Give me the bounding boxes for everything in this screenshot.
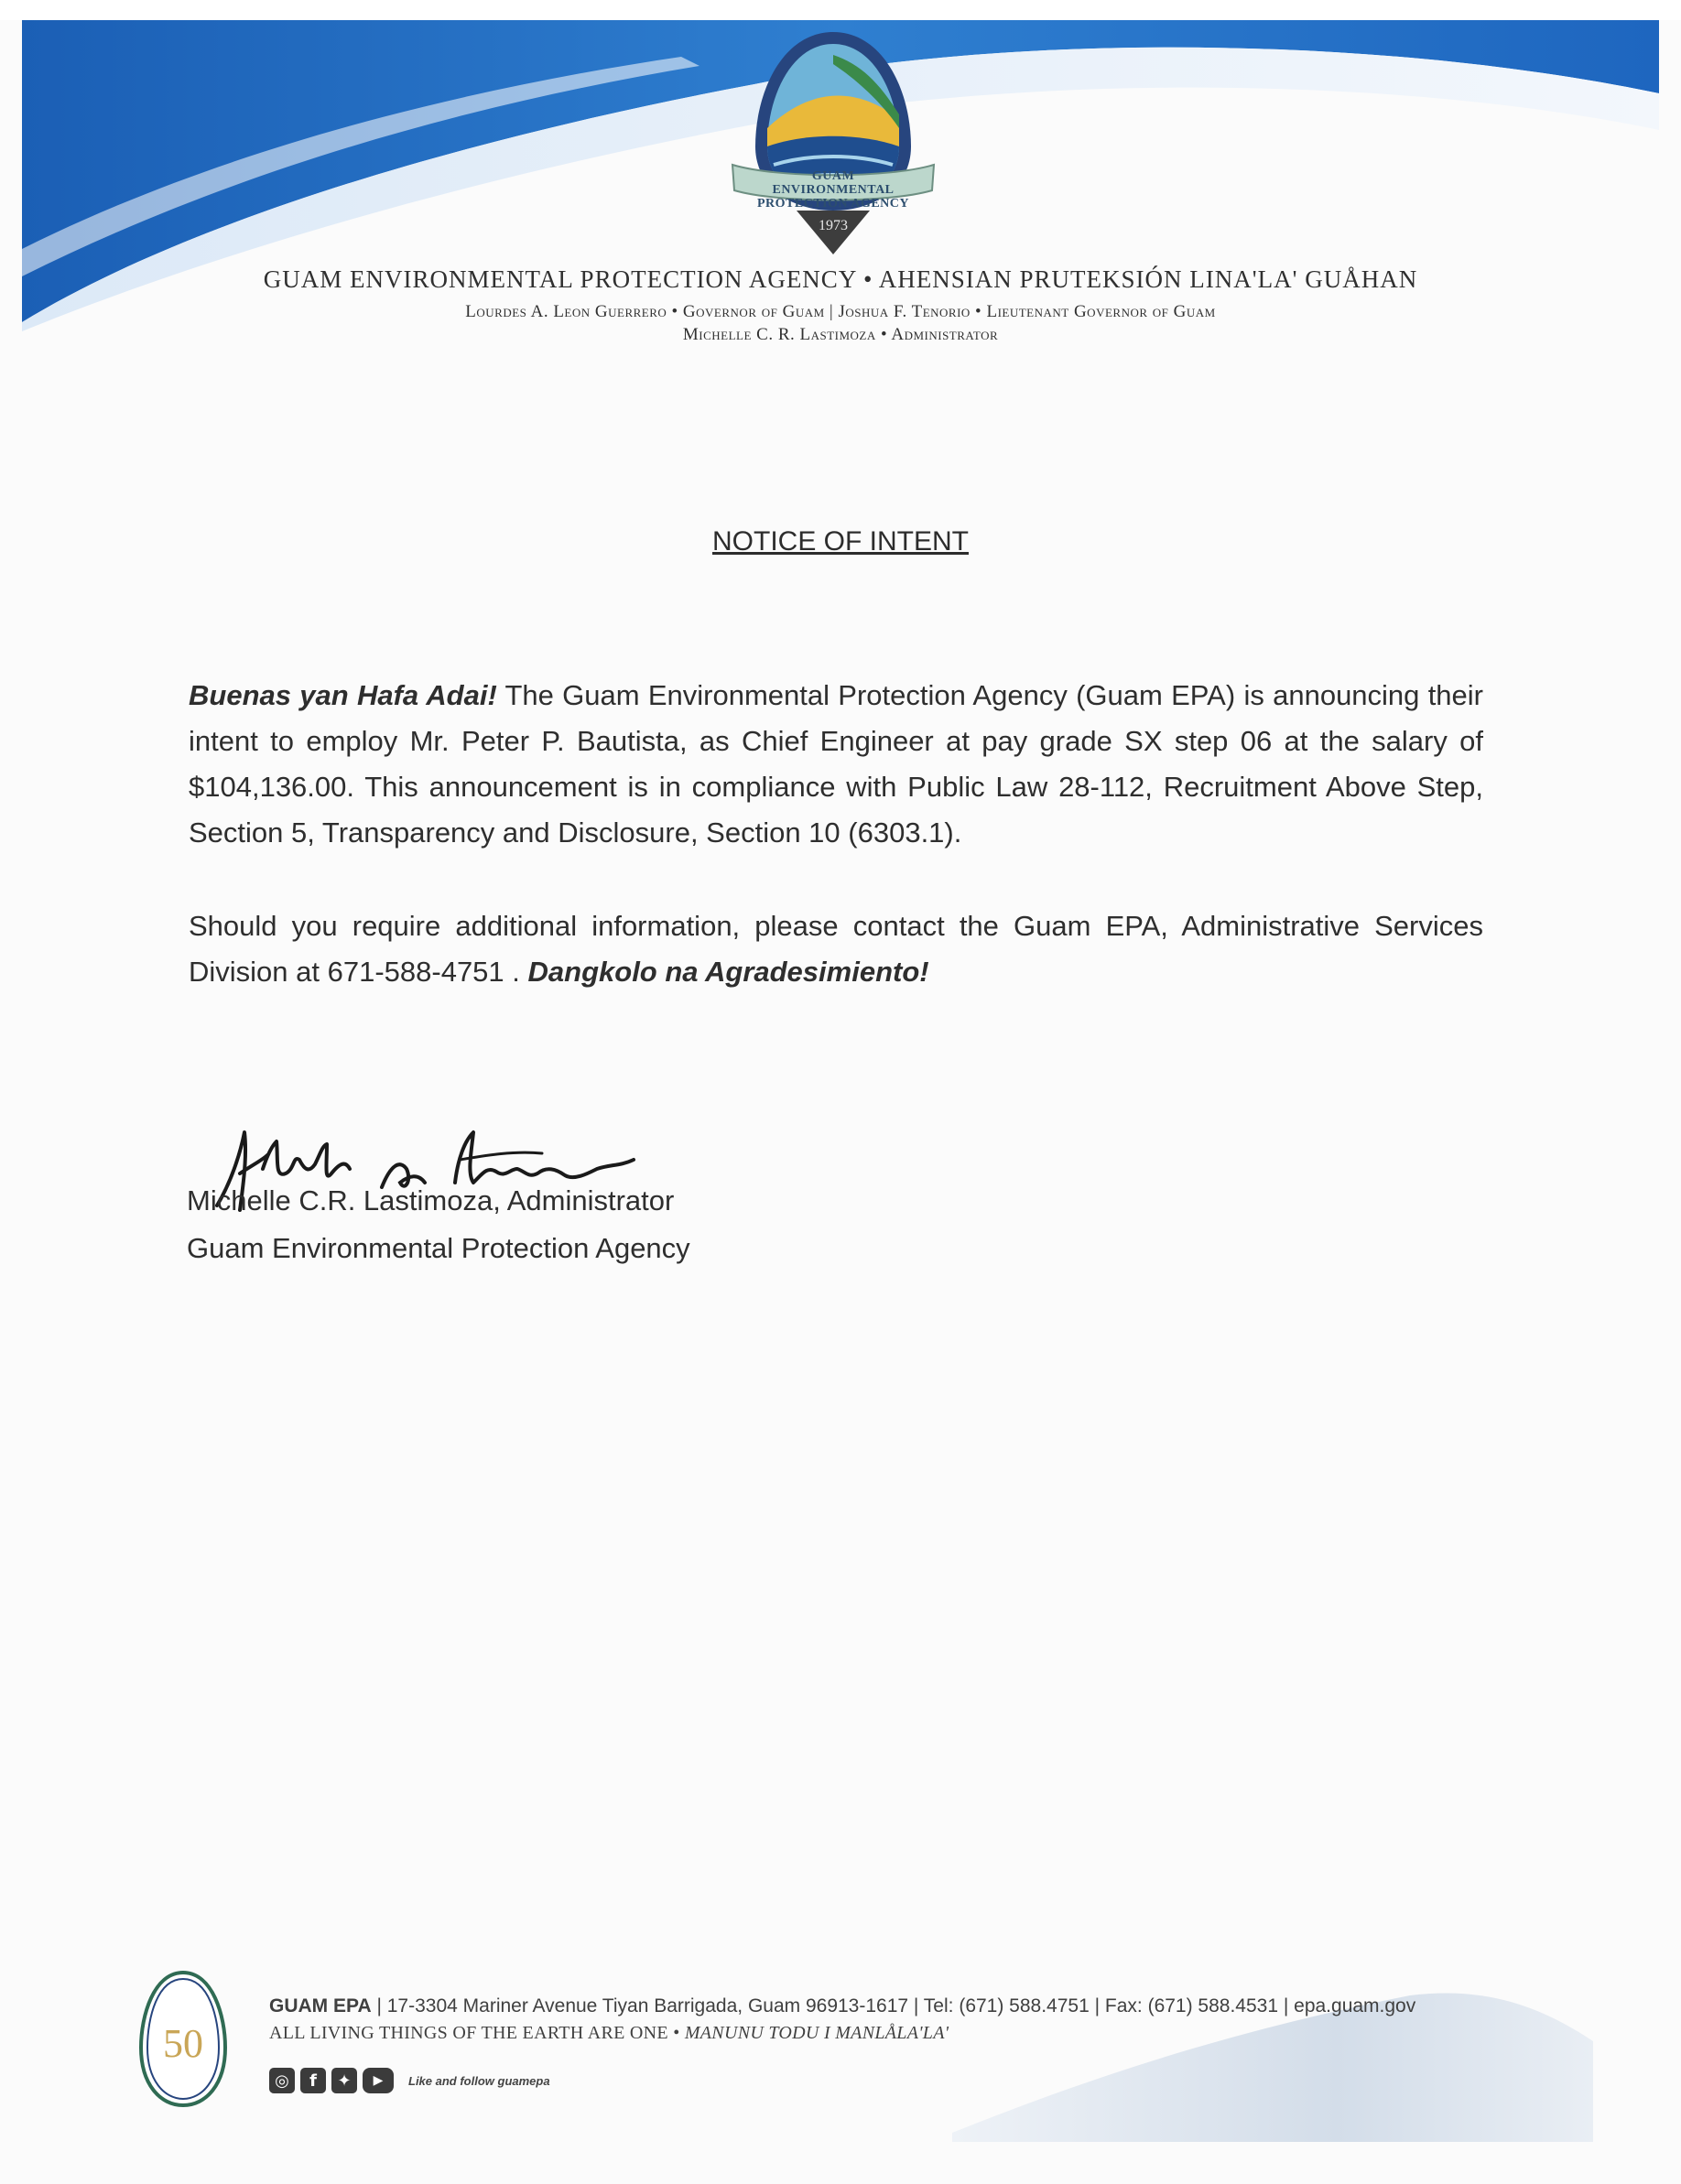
youtube-icon[interactable]: ▶ (363, 2068, 394, 2093)
signatory-organization: Guam Environmental Protection Agency (187, 1232, 690, 1264)
social-links (269, 2067, 550, 2094)
document-title: NOTICE OF INTENT (712, 526, 969, 557)
footer-org-name: GUAM EPA (269, 1995, 372, 2016)
administrator-line: Michelle C. R. Lastimoza • Administrator (682, 325, 999, 344)
notice-body: The Guam Environmental Protection Agency (Guam EPA) is announcing their intent to employ Mr. Peter P. Bautista, as Chief Engineer at pay grade SX step 06 at the salary of $104,136.00. This announcement is in compliance with Public Law 28-112, Recruitment Above Step, Section 5, Transparency and Disclosure, Section 10 (6303.1). (189, 679, 1483, 849)
contact-body: Should you require additional information, please contact the Guam EPA, Administrative Services Division at 671-588-4751 . (189, 910, 1483, 988)
footer-motto: ALL LIVING THINGS OF THE EARTH ARE ONE • (269, 2023, 685, 2043)
seal-banner-text: GUAM ENVIRONMENTAL PROTECTION AGENCY (756, 169, 910, 211)
facebook-icon[interactable]: f (300, 2068, 326, 2093)
closing-phrase: Dangkolo na Agradesimiento! (527, 956, 929, 988)
seal-year: 1973 (819, 218, 848, 233)
footer-motto-chamorro: MANUNU TODU I MANLÅLA'LA' (684, 2023, 949, 2043)
footer-address: | 17-3304 Mariner Avenue Tiyan Barrigada, Guam 96913-1617 | Tel: (671) 588.4751 | Fax: (671) 588.4531 | epa.guam.gov (371, 1995, 1416, 2016)
guam-epa-50th-logo (137, 1970, 229, 2109)
scan-top-margin (0, 0, 1681, 20)
notice-paragraph (189, 673, 1483, 856)
footer-motto-line (269, 2023, 949, 2044)
signatory-name: Michelle C.R. Lastimoza, Administrator (187, 1184, 675, 1216)
twitter-icon[interactable]: ✦ (331, 2068, 357, 2093)
governor-line: Lourdes A. Leon Guerrero • Governor of Guam | Joshua F. Tenorio • Lieutenant Governor of Guam (465, 302, 1216, 321)
footer-contact-line (269, 1995, 1415, 2017)
logo-number: 50 (163, 2021, 203, 2066)
instagram-icon[interactable]: ◎ (269, 2068, 295, 2093)
follow-text: Like and follow guamepa (408, 2073, 550, 2088)
contact-paragraph (189, 903, 1483, 995)
greeting: Buenas yan Hafa Adai! (189, 679, 497, 711)
agency-name-header: GUAM ENVIRONMENTAL PROTECTION AGENCY • AHENSIAN PRUTEKSIÓN LINA'LA' GUÅHAN (263, 265, 1418, 293)
